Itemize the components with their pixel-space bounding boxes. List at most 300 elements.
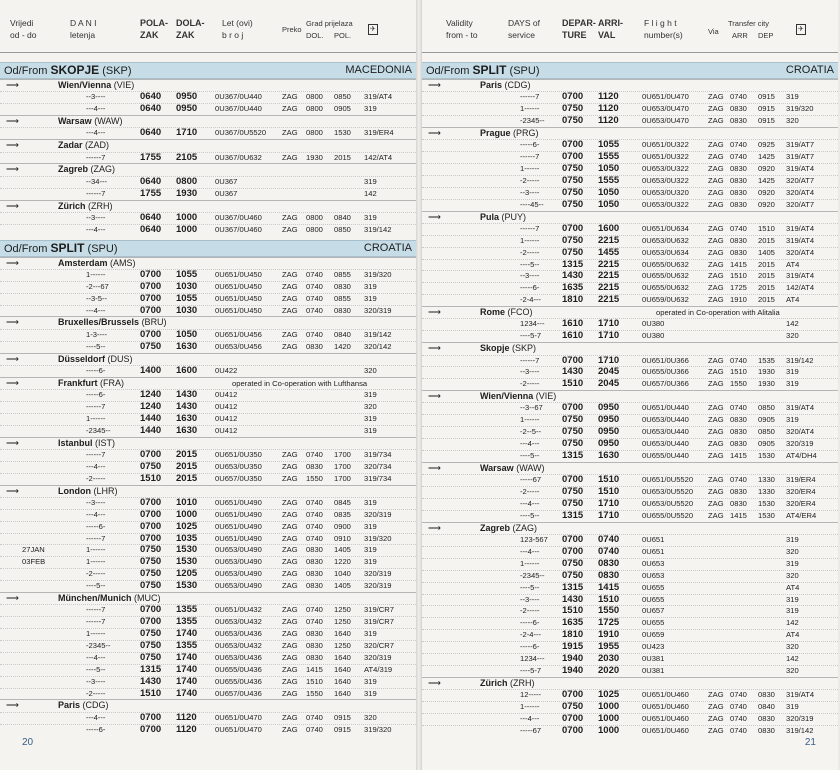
departure-time: 0700 [140, 448, 162, 460]
days-cell: ------7 [86, 188, 106, 198]
transfer-dep: 0855 [334, 293, 351, 303]
days-cell: ---4--- [86, 104, 106, 114]
aircraft-type: 319 [364, 425, 377, 435]
arrival-time: 2030 [598, 653, 620, 664]
transfer-dep: 1700 [334, 449, 351, 459]
arrival-time: 2215 [598, 270, 620, 282]
days-cell: ------7 [86, 401, 106, 411]
flight-row [422, 426, 838, 438]
days-cell: -----6- [86, 390, 106, 400]
days-cell: ---4--- [520, 439, 540, 449]
days-cell: 1------ [86, 629, 106, 639]
aircraft-type: 320 [786, 116, 799, 126]
flight-number: 0U653/0U432 [215, 640, 262, 650]
days-cell: -----6- [86, 521, 106, 531]
via-cell: ZAG [282, 341, 298, 351]
via-cell: ZAG [708, 223, 724, 233]
arrival-time: 2215 [598, 282, 620, 294]
col-flight-label: F l i g h t [644, 18, 677, 28]
departure-time: 0700 [562, 151, 584, 163]
flight-number: 0U653/0U490 [215, 557, 262, 567]
origin-header [0, 62, 416, 79]
flight-number: 0U651/0U460 [642, 713, 689, 723]
departure-time: 1915 [562, 641, 584, 653]
via-cell: ZAG [282, 533, 298, 543]
transfer-dep: 1640 [334, 664, 351, 674]
via-cell: ZAG [708, 499, 724, 509]
transfer-dep: 1640 [334, 688, 351, 698]
flight-number: 0U651/0U470 [642, 92, 689, 102]
destination-label [480, 80, 531, 91]
transfer-dep: 1640 [334, 629, 351, 639]
col-days-sub: service [508, 30, 535, 40]
flight-number: 0U651/0U490 [215, 521, 262, 531]
transfer-dep: 1040 [334, 569, 351, 579]
flight-number: 0U367/0U440 [215, 104, 262, 114]
transfer-dep: 2015 [758, 283, 775, 293]
arrival-time: 1030 [176, 304, 198, 316]
via-cell: ZAG [282, 449, 298, 459]
flight-row [0, 401, 416, 413]
flight-row [0, 425, 416, 437]
transfer-arr: 0830 [306, 461, 323, 471]
via-cell: ZAG [708, 152, 724, 162]
transfer-dep: 1535 [758, 355, 775, 365]
aircraft-type: 319 [364, 104, 377, 114]
transfer-arr: 1510 [730, 367, 747, 377]
transfer-dep: 1420 [334, 341, 351, 351]
days-cell: -----6- [520, 618, 540, 628]
days-cell: 1------ [86, 545, 106, 555]
origin-country: CROATIA [785, 64, 834, 76]
transfer-arr: 0740 [306, 521, 323, 531]
departure-time: 0700 [140, 328, 162, 340]
origin-country: MACEDONIA [345, 64, 412, 76]
via-cell: ZAG [708, 487, 724, 497]
transfer-arr: 0740 [306, 497, 323, 507]
departure-time: 1315 [140, 663, 162, 675]
transfer-dep: 1700 [334, 473, 351, 483]
destination-name: Paris [58, 700, 81, 711]
transfer-dep: 1530 [758, 499, 775, 509]
days-cell: ------7 [86, 449, 106, 459]
flight-row [422, 498, 838, 510]
flight-row [0, 724, 416, 736]
arrival-time: 1000 [176, 508, 198, 520]
flight-row [422, 665, 838, 677]
aircraft-type: 319 [364, 281, 377, 291]
destination-code: (WAW) [516, 462, 545, 473]
flight-number: 0U657 [642, 606, 665, 616]
validity-cell: 27JAN [22, 545, 45, 555]
transfer-arr: 0740 [730, 223, 747, 233]
flight-number: 0U655/0U632 [642, 283, 689, 293]
flight-number: 0U381 [642, 665, 665, 675]
arrival-time: 1355 [176, 604, 198, 616]
transfer-dep: 1425 [758, 152, 775, 162]
days-cell: -----6- [86, 365, 106, 375]
days-cell: -2345-- [86, 640, 111, 650]
departure-time: 0700 [140, 508, 162, 520]
transfer-arr: 0740 [306, 617, 323, 627]
destination-row [0, 115, 416, 127]
flight-row [0, 461, 416, 473]
flight-number: 0U653/0U632 [642, 235, 689, 245]
transfer-dep: 2015 [758, 271, 775, 281]
departure-time: 0750 [140, 580, 162, 592]
via-cell: ZAG [282, 712, 298, 722]
days-cell: ------7 [520, 152, 540, 162]
days-cell: 1------ [520, 104, 540, 114]
destination-label [480, 391, 556, 402]
transfer-dep: 1640 [334, 652, 351, 662]
departure-time: 0700 [562, 712, 584, 724]
departure-time: 0750 [562, 414, 584, 426]
days-cell: 1234--- [520, 654, 545, 663]
days-cell: ----5-- [520, 582, 540, 592]
transfer-dep: 1405 [334, 581, 351, 591]
via-cell: ZAG [282, 224, 298, 234]
origin-from-label: Od/From [4, 65, 48, 77]
transfer-dep: 1530 [334, 128, 351, 138]
transfer-arr: 0740 [306, 712, 323, 722]
flight-number: 0U653/0U5520 [642, 487, 694, 497]
aircraft-type: 320/AT7 [786, 175, 815, 185]
destination-name: Warsaw [58, 116, 92, 127]
flight-number: 0U651/0U460 [642, 725, 689, 735]
transfer-dep: 2015 [758, 259, 775, 269]
transfer-arr: 0830 [730, 247, 747, 257]
arrow-icon: ⟶ [428, 677, 441, 688]
days-cell: -2----- [520, 487, 540, 497]
arrow-icon: ⟶ [6, 317, 19, 328]
operated-note: operated in Co-operation with Alitalia [656, 308, 780, 318]
arrival-time: 1530 [176, 556, 198, 568]
days-cell: ----45-- [520, 199, 544, 209]
departure-time: 0700 [140, 268, 162, 280]
flight-row [422, 91, 838, 103]
arrival-time: 0950 [598, 438, 620, 450]
days-cell: -----6- [520, 283, 540, 293]
origin-label [426, 63, 540, 79]
flight-row [0, 281, 416, 293]
transfer-arr: 1550 [306, 473, 323, 483]
aircraft-type: AT4/319 [364, 664, 393, 674]
flight-row [0, 389, 416, 401]
arrow-icon: ⟶ [6, 257, 19, 268]
via-cell: ZAG [282, 521, 298, 531]
origin-city: SKOPJE [50, 63, 100, 77]
days-cell: --3---- [86, 676, 106, 686]
departure-time: 0750 [140, 340, 162, 352]
transfer-arr: 0830 [730, 175, 747, 185]
arrival-time: 1555 [598, 174, 620, 186]
aircraft-type: 319/320 [364, 269, 392, 279]
days-cell: ---4--- [86, 305, 106, 315]
arrow-icon: ⟶ [6, 116, 19, 127]
flight-number: 0U367 [215, 188, 238, 198]
departure-time: 0700 [140, 304, 162, 316]
aircraft-type: 320/319 [364, 509, 392, 519]
transfer-arr: 1910 [730, 295, 747, 305]
flight-number: 0U653/0U470 [642, 116, 689, 126]
arrow-icon: ⟶ [428, 80, 441, 90]
transfer-dep: 2015 [758, 235, 775, 245]
flight-number: 0U367/0U460 [215, 224, 262, 234]
transfer-arr: 1415 [306, 664, 323, 674]
flight-number: 0U651/0U322 [642, 140, 689, 150]
col-transfer-dep: DEP [758, 31, 774, 40]
transfer-dep: 0920 [758, 187, 775, 197]
aircraft-type: 319 [364, 521, 377, 531]
origin-label [4, 63, 132, 79]
flight-number: 0U653/0U436 [215, 629, 262, 639]
arrow-icon: ⟶ [428, 307, 441, 318]
flight-row [422, 701, 838, 713]
destination-row [0, 163, 416, 175]
flight-number: 0U651/0U634 [642, 223, 689, 233]
destination-name: München/Munich [58, 592, 132, 603]
transfer-arr: 1415 [730, 259, 747, 269]
departure-time: 0700 [562, 534, 584, 546]
flight-row [0, 449, 416, 461]
days-cell: ----5-- [86, 664, 106, 674]
departure-time: 1430 [562, 593, 584, 605]
days-cell: -2345-- [86, 425, 111, 435]
via-cell: ZAG [708, 451, 724, 461]
via-cell: ZAG [282, 569, 298, 579]
days-cell: ---4--- [86, 652, 106, 662]
operated-note: operated in Co-operation with Lufthansa [232, 378, 368, 388]
flight-row [422, 641, 838, 653]
destination-label [58, 354, 133, 365]
destination-label [480, 212, 526, 223]
days-cell: -2----- [86, 688, 106, 698]
destination-code: (ZAD) [85, 140, 110, 151]
departure-time: 0700 [140, 616, 162, 628]
transfer-arr: 0740 [306, 724, 323, 734]
departure-time: 0700 [562, 222, 584, 234]
days-cell: ---4--- [520, 713, 540, 723]
arrival-time: 1510 [598, 486, 620, 498]
destination-label [480, 463, 545, 474]
destination-row [0, 699, 416, 711]
flight-number: 0U653/0U634 [642, 247, 689, 257]
destination-name: Amsterdam [58, 257, 108, 268]
transfer-dep: 2015 [334, 152, 351, 162]
departure-time: 1610 [562, 318, 584, 330]
destination-label [58, 438, 115, 449]
days-cell: -2----- [86, 473, 106, 483]
flight-number: 0U412 [215, 425, 238, 435]
days-cell: --3--67 [520, 403, 543, 413]
departure-time: 1610 [562, 330, 584, 342]
flight-row [422, 270, 838, 282]
aircraft-type: 319/ER4 [786, 475, 816, 485]
days-cell: ----5-- [520, 451, 540, 461]
transfer-arr: 0740 [306, 533, 323, 543]
aircraft-type: AT4/ER4 [786, 510, 817, 520]
aircraft-type: 142 [786, 319, 799, 329]
departure-time: 0750 [140, 651, 162, 663]
transfer-arr: 0830 [306, 569, 323, 579]
col-validity-sub: od - do [10, 30, 37, 40]
destination-name: London [58, 485, 91, 496]
departure-time: 0750 [562, 486, 584, 498]
transfer-arr: 0740 [306, 281, 323, 291]
flight-row [422, 223, 838, 235]
arrival-time: 1740 [176, 628, 198, 640]
transfer-dep: 1405 [334, 545, 351, 555]
via-cell: ZAG [282, 92, 298, 102]
transfer-arr: 0740 [306, 329, 323, 339]
aircraft-type: 319 [786, 701, 799, 711]
departure-time: 0640 [140, 211, 162, 223]
via-cell: ZAG [282, 152, 298, 162]
aircraft-type: 319 [786, 606, 799, 616]
transfer-dep: 2015 [758, 295, 775, 305]
aircraft-type: 320/AT7 [786, 199, 815, 209]
flight-number: 0U651/0U5520 [642, 475, 694, 485]
destination-code: (ZAG) [512, 522, 538, 533]
transfer-arr: 0740 [306, 449, 323, 459]
transfer-arr: 0740 [306, 509, 323, 519]
arrival-time: 0740 [598, 534, 620, 546]
destination-label [58, 378, 124, 389]
arrival-time: 1050 [598, 163, 620, 175]
destination-label [58, 201, 113, 212]
transfer-arr: 0740 [730, 355, 747, 365]
aircraft-type: 320 [786, 642, 799, 652]
arrow-icon: ⟶ [428, 211, 441, 222]
departure-time: 0700 [562, 354, 584, 366]
flight-row [422, 151, 838, 163]
arrival-time: 1930 [176, 187, 198, 199]
arrival-time: 1430 [176, 389, 198, 401]
arrival-time: 1710 [598, 498, 620, 510]
flight-row [422, 534, 838, 546]
transfer-dep: 1250 [334, 605, 351, 615]
aircraft-type: 319/734 [364, 473, 392, 483]
destination-code: (LHR) [93, 485, 118, 496]
departure-time: 1940 [562, 664, 584, 676]
days-cell: 1234--- [520, 319, 545, 329]
aircraft-type: 319/AT4 [786, 164, 815, 174]
departure-time: 0750 [562, 498, 584, 510]
aircraft-type: 142 [786, 654, 799, 663]
origin-city: SPLIT [472, 63, 507, 77]
days-cell: ---4--- [86, 712, 106, 722]
aircraft-type: 319/320 [364, 724, 392, 734]
col-days-label: DAYS of [508, 18, 540, 28]
days-cell: ----5-- [86, 581, 106, 591]
destination-code: (FCO) [507, 307, 533, 318]
flight-row [0, 568, 416, 580]
aircraft-type: 142/AT4 [364, 152, 393, 162]
departure-time: 1810 [562, 629, 584, 641]
aircraft-type: 319/AT4 [786, 403, 815, 413]
arrival-time: 1530 [176, 544, 198, 556]
flight-number: 0U653/0U440 [642, 439, 689, 449]
flight-number: 0U659/0U632 [642, 295, 689, 305]
departure-time: 0700 [140, 520, 162, 532]
arrival-time: 1630 [176, 340, 198, 352]
arrival-time: 1050 [598, 186, 620, 198]
flight-number: 0U657/0U436 [215, 688, 262, 698]
arrival-time: 2020 [598, 664, 620, 676]
arrival-time: 1710 [598, 330, 620, 342]
arrival-time: 1050 [598, 198, 620, 210]
aircraft-type: 319/142 [364, 224, 392, 234]
destination-row [422, 211, 838, 223]
col-dep-label: POLA- [140, 18, 168, 28]
flight-number: 0U653/0U456 [215, 341, 262, 351]
arrival-time: 1510 [598, 593, 620, 605]
flight-row [0, 688, 416, 700]
destination-name: Zagreb [58, 164, 89, 175]
flight-row [422, 318, 838, 330]
flight-row [422, 139, 838, 151]
flight-number: 0U651/0U450 [215, 281, 262, 291]
arrival-time: 1120 [598, 91, 619, 103]
timetable-body [0, 58, 416, 735]
aircraft-type: 319/142 [786, 725, 814, 735]
transfer-dep: 1425 [758, 175, 775, 185]
destination-label [58, 317, 167, 328]
via-cell: ZAG [282, 640, 298, 650]
via-cell: ZAG [708, 701, 724, 711]
days-cell: -2--5-- [520, 427, 542, 437]
aircraft-type: AT4 [786, 295, 800, 305]
days-cell: ------7 [86, 533, 106, 543]
arrival-time: 2015 [176, 472, 198, 484]
days-cell: --3---- [86, 497, 106, 507]
via-cell: ZAG [282, 676, 298, 686]
origin-city: SPLIT [50, 240, 85, 255]
flight-row [0, 497, 416, 509]
transfer-dep: 0905 [758, 415, 775, 425]
flight-row [422, 725, 838, 737]
col-dep-label: DEPAR- [562, 18, 596, 28]
transfer-arr: 0800 [306, 224, 323, 234]
via-cell: ZAG [708, 92, 724, 102]
transfer-dep: 0915 [758, 116, 775, 126]
transfer-arr: 0830 [730, 499, 747, 509]
departure-time: 1510 [140, 472, 162, 484]
via-cell: ZAG [708, 199, 724, 209]
aircraft-type: 320/319 [786, 713, 814, 723]
departure-time: 0640 [140, 91, 162, 103]
flight-row [422, 378, 838, 390]
aircraft-type: 319 [364, 293, 377, 303]
flight-number: 0U655 [642, 618, 665, 628]
days-cell: ------7 [520, 92, 540, 102]
flight-number: 0U651/0U350 [215, 449, 262, 459]
departure-time: 0750 [562, 103, 584, 115]
flight-number: 0U412 [215, 390, 238, 400]
arrival-time: 1000 [598, 700, 620, 712]
flight-number: 0U412 [215, 413, 238, 423]
aircraft-type: 320 [786, 331, 799, 341]
flight-number: 0U651/0U490 [215, 533, 262, 543]
aircraft-type: 320 [786, 546, 799, 556]
departure-time: 0750 [562, 186, 584, 198]
transfer-dep: 0840 [334, 212, 351, 222]
arrow-icon: ⟶ [6, 353, 19, 364]
days-cell: ----5-- [520, 259, 540, 269]
page-number: 21 [804, 737, 816, 748]
destination-code: (WAW) [94, 116, 123, 127]
